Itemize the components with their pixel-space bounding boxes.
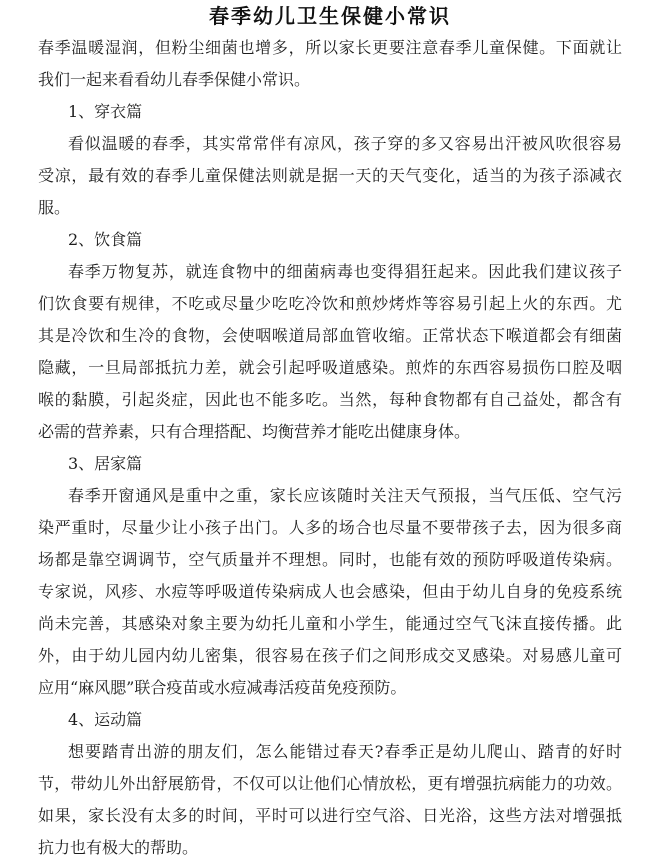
section-home: [38, 448, 622, 704]
section-line: 抗力也有极大的帮助。: [38, 838, 199, 857]
section-line: 隐藏，一旦局部抵抗力差，就会引起呼吸道感染。煎炸的东西容易损伤口腔及咽: [38, 358, 622, 377]
section-line: 受凉，最有效的春季儿童保健法则就是据一天的天气变化，适当的为孩子添减衣: [38, 166, 622, 185]
section-line: 必需的营养素，只有合理搭配、均衡营养才能吃出健康身体。: [38, 422, 471, 441]
section-heading: 1、穿衣篇: [68, 102, 143, 121]
section-line: 外，由于幼儿园内幼儿密集，很容易在孩子们之间形成交叉感染。对易感儿童可: [38, 646, 622, 665]
section-line: 染严重时，尽量少让小孩子出门。人多的场合也尽量不要带孩子去，因为很多商: [38, 518, 622, 537]
section-clothing: [38, 96, 622, 224]
section-exercise: [38, 704, 622, 864]
page-title: 春季幼儿卫生保健小常识: [209, 4, 451, 28]
section-line: 喉的黏膜，引起炎症，因此也不能多吃。当然，每种食物都有自己益处，都含有: [38, 390, 622, 409]
intro-line: 我们一起来看看幼儿春季保健小常识。: [38, 70, 311, 89]
section-line: 节，带幼儿外出舒展筋骨，不仅可以让他们心情放松，更有增强抗病能力的功效。: [38, 774, 622, 793]
section-line: 应用“麻风腮”联合疫苗或水痘减毒活疫苗免疫预防。: [38, 678, 407, 697]
intro-line: 春季温暖湿润，但粉尘细菌也增多，所以家长更要注意春季儿童保健。下面就让: [38, 38, 622, 57]
section-line: 尚未完善，其感染对象主要为幼托儿童和小学生，能通过空气飞沫直接传播。此: [38, 614, 622, 633]
section-line: 春季万物复苏，就连食物中的细菌病毒也变得猖狂起来。因此我们建议孩子: [68, 262, 622, 281]
section-line: 专家说，风疹、水痘等呼吸道传染病成人也会感染，但由于幼儿自身的免疫系统: [38, 582, 622, 601]
section-heading: 3、居家篇: [68, 454, 143, 473]
section-line: 们饮食要有规律，不吃或尽量少吃吃冷饮和煎炒烤炸等容易引起上火的东西。尤: [38, 294, 622, 313]
section-diet: [38, 224, 622, 448]
section-line: 春季开窗通风是重中之重，家长应该随时关注天气预报，当气压低、空气污: [68, 486, 622, 505]
section-line: 服。: [38, 198, 71, 217]
section-heading: 2、饮食篇: [68, 230, 143, 249]
section-line: 其是冷饮和生冷的食物，会使咽喉道局部血管收缩。正常状态下喉道都会有细菌: [38, 326, 622, 345]
article-body: [38, 32, 622, 864]
section-line: 想要踏青出游的朋友们，怎么能错过春天?春季正是幼儿爬山、踏青的好时: [68, 742, 622, 761]
intro-paragraph: [38, 32, 622, 96]
section-heading: 4、运动篇: [68, 710, 143, 729]
section-line: 如果，家长没有太多的时间，平时可以进行空气浴、日光浴，这些方法对增强抵: [38, 806, 622, 825]
section-line: 看似温暖的春季，其实常常伴有凉风，孩子穿的多又容易出汗被风吹很容易: [68, 134, 622, 153]
section-line: 场都是靠空调调节，空气质量并不理想。同时，也能有效的预防呼吸道传染病。: [38, 550, 622, 569]
